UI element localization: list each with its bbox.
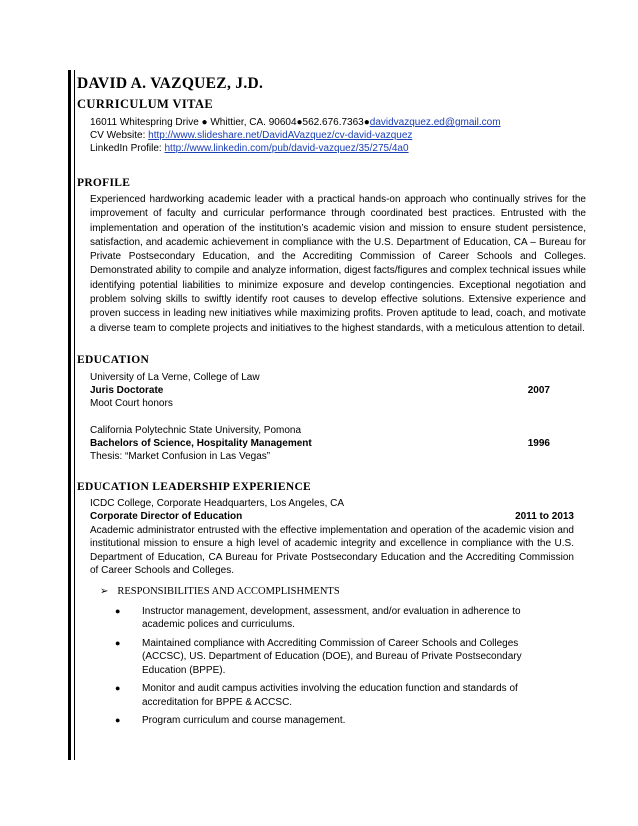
list-item-text: Instructor management, development, assessment, and/or evaluation in adherence to academic polices and curriculums. [142,605,521,631]
linkedin-link[interactable]: http://www.linkedin.com/pub/david-vazquez/35/275/4a0 [164,143,409,154]
education-year: 2007 [527,384,550,396]
linkedin-line [90,142,607,155]
left-margin-rule-thin [74,70,75,760]
address-text: 16011 Whitespring Drive ● Whittier, CA. 90604●562.676.7363● [90,117,370,128]
education-degree: Bachelors of Science, Hospitality Management [90,437,312,449]
email-link[interactable]: davidvazquez.ed@gmail.com [369,117,501,128]
list-item [115,714,535,728]
cv-website-label: CV Website: [90,130,149,141]
experience-organization: ICDC College, Corporate Headquarters, Los Angeles, CA [90,497,345,509]
education-school: California Polytechnic State University, Pomona [90,424,302,436]
contact-block [90,116,607,155]
resume-content [77,74,607,733]
cv-website-line [90,129,607,142]
profile-text: Experienced hardworking academic leader with a practical hands-on approach who continually strives for the improvement of faculty and curricular performance through coordinated best practices. Entrusted with the implementation and operation of the institution’s academic vision and mission to ensure student persistence, satisfaction, and academic achievement in compliance with the U.S. Department of Education, CA – Bureau for Private Postsecondary Education, and the Accrediting Commission of Career Schools and Colleges. Demonstrated ability to compile and analyze information, digest facts/figures and complex technical issues while identifying potential liabilities to minimize exposure and develop contingencies. Exceptional negotiation and problem solving skills to swiftly identify root causes to develop effective solutions. Extensive experience and proven success in leading new initiatives while maximizing profits. Proven aptitude to lead, coach, and motivate a diverse team to complete projects and initiatives to the highest standards, with a meticulous attention to detail. [90,194,586,334]
list-item-text: Monitor and audit campus activities involving the education function and standards of accreditation for BPPE & ACCSC. [142,683,518,708]
address-line [90,116,607,129]
education-entry [90,371,607,410]
experience-description: Academic administrator entrusted with the effective implementation and operation of the academic vision and institutional mission to ensure a high level of academic integrity and excellence in compliance with the U.S. Department of Education, CA Bureau for Private Postsecondary Education and the Accrediting Commission of Career Schools and Colleges. [90,524,574,577]
education-degree-row [90,384,550,397]
experience-dates: 2011 to 2013 [515,511,574,523]
responsibilities-heading [100,586,607,597]
bullet-icon: ● [115,715,121,726]
bullet-icon: ● [115,605,121,616]
cv-website-link[interactable]: http://www.slideshare.net/DavidAVazquez/cv-david-vazquez [148,130,413,141]
education-year: 1996 [527,437,550,449]
education-degree: Juris Doctorate [90,384,164,396]
spacer [90,410,607,424]
experience-heading: EDUCATION LEADERSHIP EXPERIENCE [77,480,312,493]
experience-block [90,497,607,578]
education-degree-row [90,437,550,450]
education-entry [90,424,607,463]
education-heading: EDUCATION [77,353,150,366]
experience-title-row [90,510,574,524]
candidate-name: DAVID A. VAZQUEZ, J.D. [77,75,264,92]
linkedin-label: LinkedIn Profile: [90,143,165,154]
education-block [90,371,607,463]
list-item [115,605,535,632]
list-item [115,682,535,709]
bullet-icon: ● [115,683,121,694]
responsibilities-list [77,605,535,728]
experience-title: Corporate Director of Education [90,511,243,523]
education-note: Moot Court honors [90,397,173,409]
list-item-text: Program curriculum and course management. [142,715,346,727]
education-note: Thesis: “Market Confusion in Las Vegas” [90,450,271,462]
profile-heading: PROFILE [77,177,131,189]
list-item [115,637,535,678]
responsibilities-heading-text: RESPONSIBILITIES AND ACCOMPLISHMENTS [117,585,340,597]
education-school: University of La Verne, College of Law [90,371,260,383]
document-title: CURRICULUM VITAE [77,97,214,111]
left-margin-rule-thick [68,70,71,760]
list-item-text: Maintained compliance with Accrediting Commission of Career Schools and Colleges (ACCSC), US. Department of Education (DOE), and Bureau of Private Postsecondary Education (BPPE). [142,637,522,676]
arrow-bullet-icon: ➢ [100,585,109,597]
bullet-icon: ● [115,637,121,648]
